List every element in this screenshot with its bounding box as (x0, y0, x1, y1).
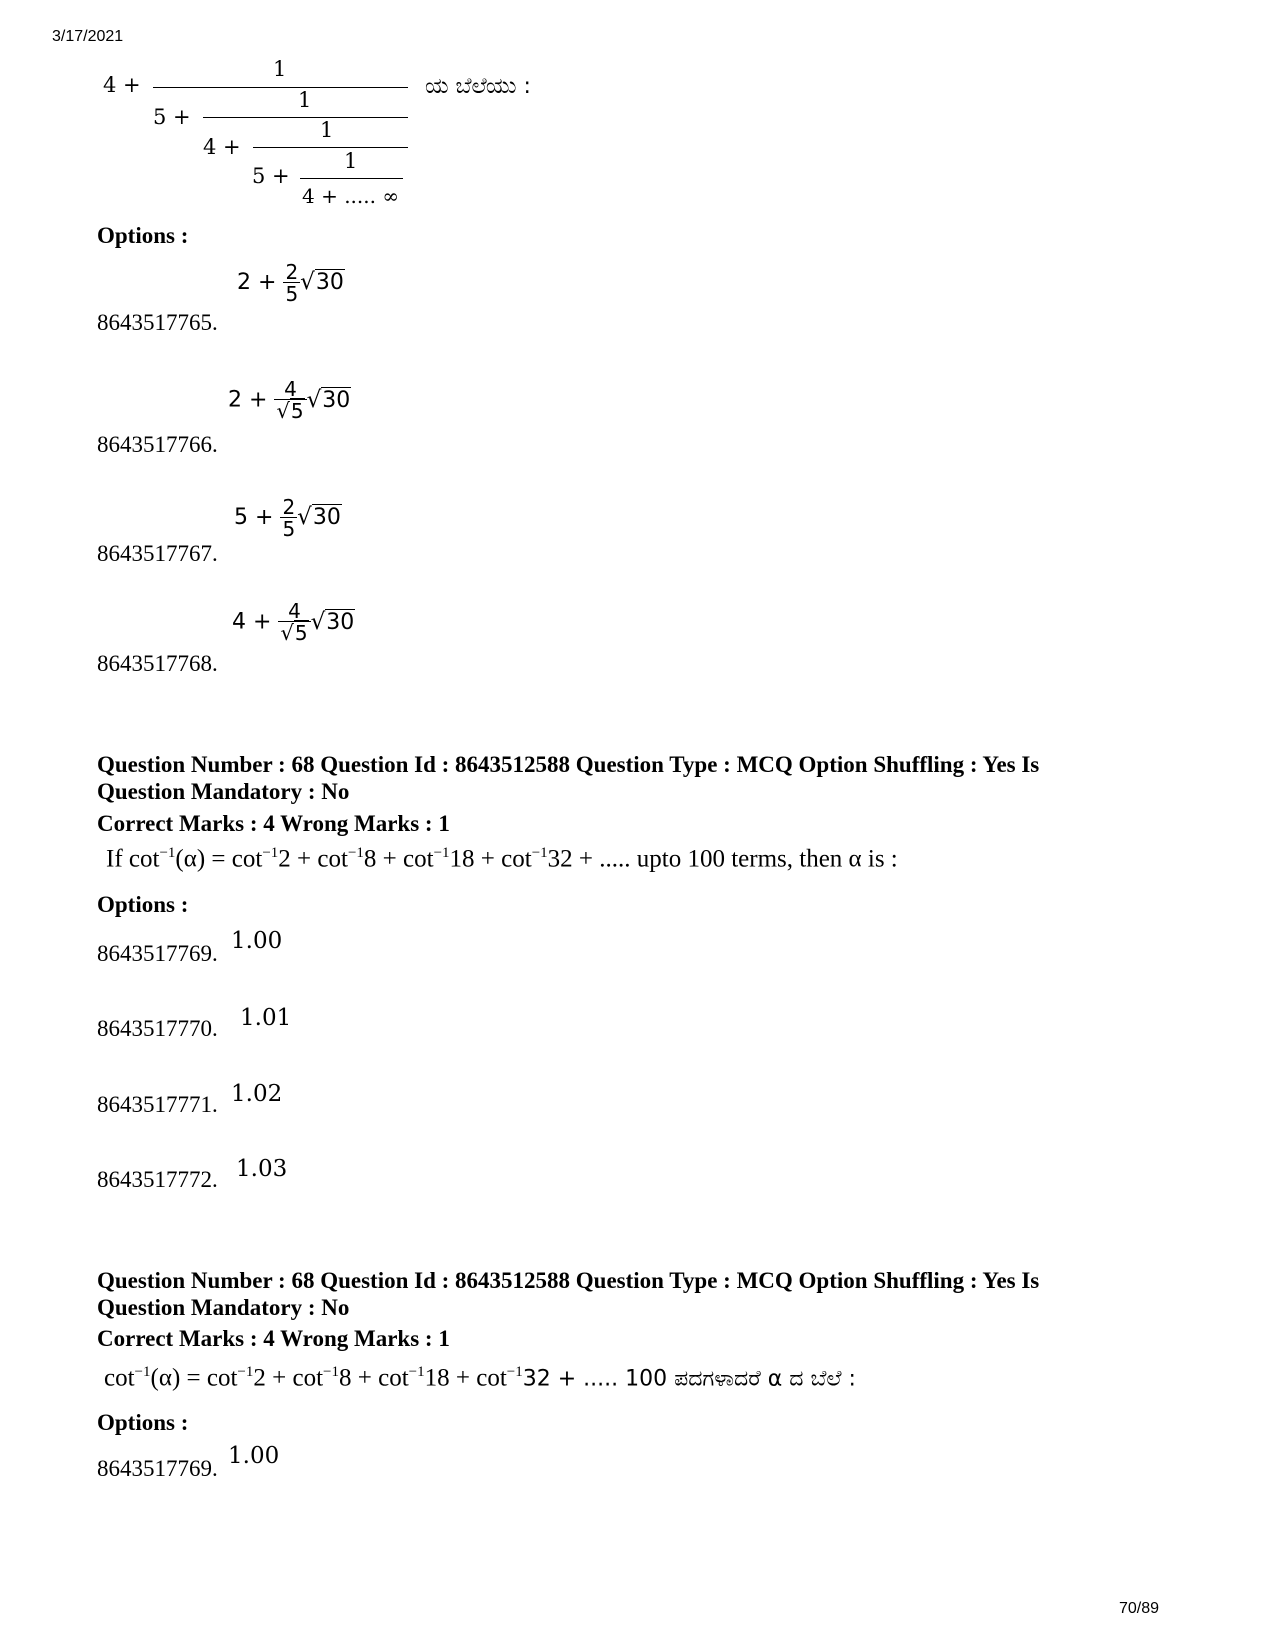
page-number: 70/89 (1118, 1600, 1159, 1617)
option-lead: 2 + (228, 387, 268, 413)
option-id: 8643517769. (97, 941, 218, 966)
cf-bar-4 (300, 178, 403, 179)
text-part: 2 + cot (253, 1364, 324, 1392)
cf-bar-3 (253, 147, 408, 148)
question-header: Question Number : 68 Question Id : 8643512588 Question Type : MCQ Option Shuffling : Yes Is Question Mandatory : No (97, 752, 1040, 804)
options-label: Options : (97, 892, 189, 917)
text-part: 2 + cot (278, 845, 348, 873)
option-expression (228, 379, 351, 422)
sqrt-symbol: √5 (276, 399, 304, 423)
option-lead: 5 + (234, 505, 274, 530)
option-value: 1.00 (231, 928, 283, 954)
fraction-denominator (278, 621, 310, 644)
sqrt-radicand: 5 (290, 399, 304, 423)
question-marks: Correct Marks : 4 Wrong Marks : 1 (97, 1326, 450, 1351)
sqrt-radicand: 30 (322, 387, 351, 413)
question-header: Question Number : 68 Question Id : 8643512588 Question Type : MCQ Option Shuffling : Yes Is Question Mandatory : No (97, 1268, 1040, 1320)
option-value: 1.00 (228, 1443, 280, 1469)
cf-num-1: 1 (273, 57, 287, 81)
sqrt-symbol: √30 (300, 269, 344, 295)
option-expression (237, 262, 345, 304)
inverse-exponent: −1 (433, 845, 450, 861)
inverse-exponent: −1 (237, 1364, 254, 1380)
fraction-numerator: 4 (288, 599, 301, 623)
text-part: (α) = cot (175, 845, 263, 873)
options-label: Options : (97, 223, 189, 248)
inverse-exponent: −1 (159, 845, 176, 861)
option-id: 8643517766. (97, 432, 218, 457)
option-value: 1.01 (240, 1005, 292, 1031)
option-id: 8643517772. (97, 1167, 218, 1192)
cf-num-3: 1 (320, 118, 334, 142)
continued-fraction (0, 0, 700, 215)
cf-term-d: 5 + (252, 164, 290, 188)
fraction-numerator: 2 (285, 260, 299, 284)
option-id: 8643517765. (97, 310, 218, 335)
text-part: 32 + ..... upto 100 terms, then α is : (547, 845, 898, 873)
fraction-denominator: 5 (285, 282, 299, 306)
sqrt-radicand: 5 (294, 621, 308, 645)
cf-suffix-kannada: ಯ ಬೆಲೆಯು : (425, 74, 531, 99)
text-part: (α) = cot (150, 1364, 238, 1392)
option-lead: 2 + (237, 270, 277, 295)
option-id: 8643517769. (97, 1456, 218, 1481)
option-id: 8643517771. (97, 1092, 218, 1117)
option-fraction (278, 601, 310, 644)
cf-term-b: 5 + (153, 105, 191, 129)
option-value: 1.02 (231, 1081, 283, 1107)
text-part: If cot (106, 845, 160, 873)
fraction-denominator (274, 399, 306, 422)
inverse-exponent: −1 (531, 845, 548, 861)
text-part: 18 + cot (449, 845, 532, 873)
option-id: 8643517770. (97, 1016, 218, 1041)
text-part: 8 + cot (363, 845, 434, 873)
option-expression (234, 497, 342, 539)
option-fraction (280, 497, 297, 539)
question-marks: Correct Marks : 4 Wrong Marks : 1 (97, 811, 450, 836)
option-fraction (274, 379, 306, 422)
sqrt-symbol: √30 (306, 386, 351, 413)
inverse-exponent: −1 (323, 1364, 339, 1380)
cf-bar-1 (153, 87, 408, 88)
option-id: 8643517768. (97, 651, 218, 676)
option-lead: 4 + (232, 609, 272, 635)
inverse-exponent: −1 (134, 1364, 151, 1380)
sqrt-radicand: 30 (326, 609, 355, 635)
options-label: Options : (97, 1410, 189, 1435)
option-id: 8643517767. (97, 541, 218, 566)
question-text (106, 845, 898, 873)
text-part: cot (104, 1364, 135, 1392)
inverse-exponent: −1 (506, 1364, 523, 1380)
option-fraction (283, 262, 300, 304)
sqrt-symbol: √5 (280, 621, 308, 645)
text-part: 8 + cot (339, 1364, 409, 1392)
inverse-exponent: −1 (262, 845, 279, 861)
cf-bar-2 (203, 117, 408, 118)
option-expression (232, 601, 355, 644)
fraction-denominator: 5 (282, 517, 296, 541)
cf-term-c: 4 + (203, 135, 241, 159)
fraction-numerator: 4 (284, 377, 297, 401)
sqrt-radicand: 30 (315, 270, 344, 295)
option-value: 1.03 (236, 1156, 288, 1182)
inverse-exponent: −1 (347, 845, 364, 861)
cf-term-a: 4 + (103, 73, 141, 97)
cf-tail: 4 + ..... ∞ (302, 184, 400, 208)
sqrt-symbol: √30 (310, 608, 355, 635)
question-text (104, 1364, 856, 1392)
cf-num-2: 1 (298, 88, 312, 112)
text-part: 32 + ..... 100 ಪದಗಳಾದರೆ α ದ ಬೆಲೆ : (522, 1366, 856, 1392)
fraction-numerator: 2 (282, 495, 296, 519)
cf-num-4: 1 (344, 149, 358, 173)
inverse-exponent: −1 (408, 1364, 425, 1380)
sqrt-symbol: √30 (297, 504, 341, 530)
sqrt-radicand: 30 (312, 505, 341, 530)
print-date: 3/17/2021 (52, 28, 124, 45)
text-part: 18 + cot (424, 1364, 507, 1392)
